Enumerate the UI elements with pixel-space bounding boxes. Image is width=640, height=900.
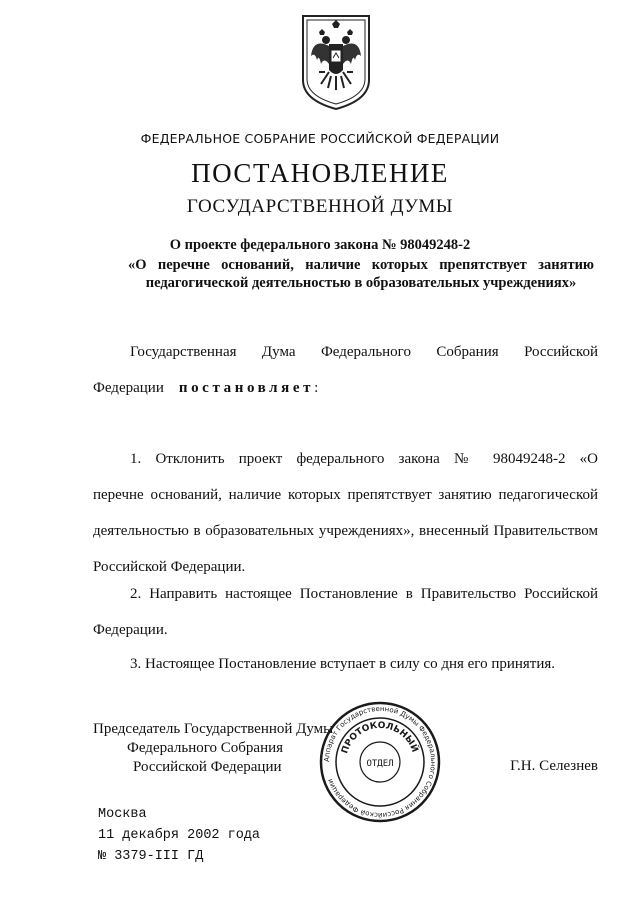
clause-line: перечне оснований, наличие которых препятствует занятию педагогической xyxy=(93,487,598,503)
organization-header: ФЕДЕРАЛЬНОЕ СОБРАНИЕ РОССИЙСКОЙ ФЕДЕРАЦИИ xyxy=(140,131,500,146)
clause-line: Федерации. xyxy=(93,622,168,638)
state-emblem-icon xyxy=(299,12,373,112)
signatory-position-line: Председатель Государственной Думы xyxy=(93,721,334,737)
stamp-center-text: ОТДЕЛ xyxy=(366,759,394,769)
intro-line xyxy=(93,370,598,406)
clause-line: Российской Федерации. xyxy=(93,559,246,575)
clause-2 xyxy=(93,576,598,648)
bill-title-line: «О перечне оснований, наличие которых препятствует занятию xyxy=(128,257,594,273)
bill-title-line: педагогической деятельностью в образовательных учреждениях» xyxy=(145,275,577,291)
signatory-position xyxy=(93,720,333,777)
subject-line: О проекте федерального закона № 98049248-2 xyxy=(169,237,471,253)
intro-prefix: Федерации xyxy=(93,380,164,396)
bill-title xyxy=(128,256,594,292)
stamp-outer-text-path: Аппарат Государственной Думы Федерального Собрания Российской Федерации xyxy=(322,704,438,820)
intro-line: Государственная Дума Федерального Собрания Российской xyxy=(130,344,598,360)
signatory-position-line: Федерального Собрания xyxy=(127,740,284,756)
clause-line: 2. Направить настоящее Постановление в Правительство Российской xyxy=(130,586,598,602)
stamp-inner-arc xyxy=(340,721,421,755)
intro-suffix: : xyxy=(314,380,319,396)
official-stamp xyxy=(318,700,442,824)
signatory-position-line: Российской Федерации xyxy=(133,759,282,775)
document-type-title: ПОСТАНОВЛЕНИЕ xyxy=(191,158,449,188)
stamp-inner-arc-path: ПРОТОКОЛЬНЫЙ xyxy=(340,720,420,756)
clause-line: деятельностью в образовательных учреждениях», внесенный Правительством xyxy=(93,523,598,539)
clause-line: 1. Отклонить проект федерального закона № 98049248-2 «О xyxy=(130,451,598,467)
signatory-name: Г.Н. Селезнев xyxy=(510,758,598,774)
issuer-title: ГОСУДАРСТВЕННОЙ ДУМЫ xyxy=(186,196,454,217)
clause-1 xyxy=(93,441,598,585)
footer-date: 11 декабря 2002 года xyxy=(98,828,261,843)
intro-paragraph xyxy=(93,334,598,406)
clause-3: 3. Настоящее Постановление вступает в силу со дня его принятия. xyxy=(130,656,556,672)
footer-number: № 3379-III ГД xyxy=(98,849,204,864)
document-footer xyxy=(98,804,260,867)
intro-verb: постановляет xyxy=(178,380,315,396)
footer-city: Москва xyxy=(98,807,147,822)
